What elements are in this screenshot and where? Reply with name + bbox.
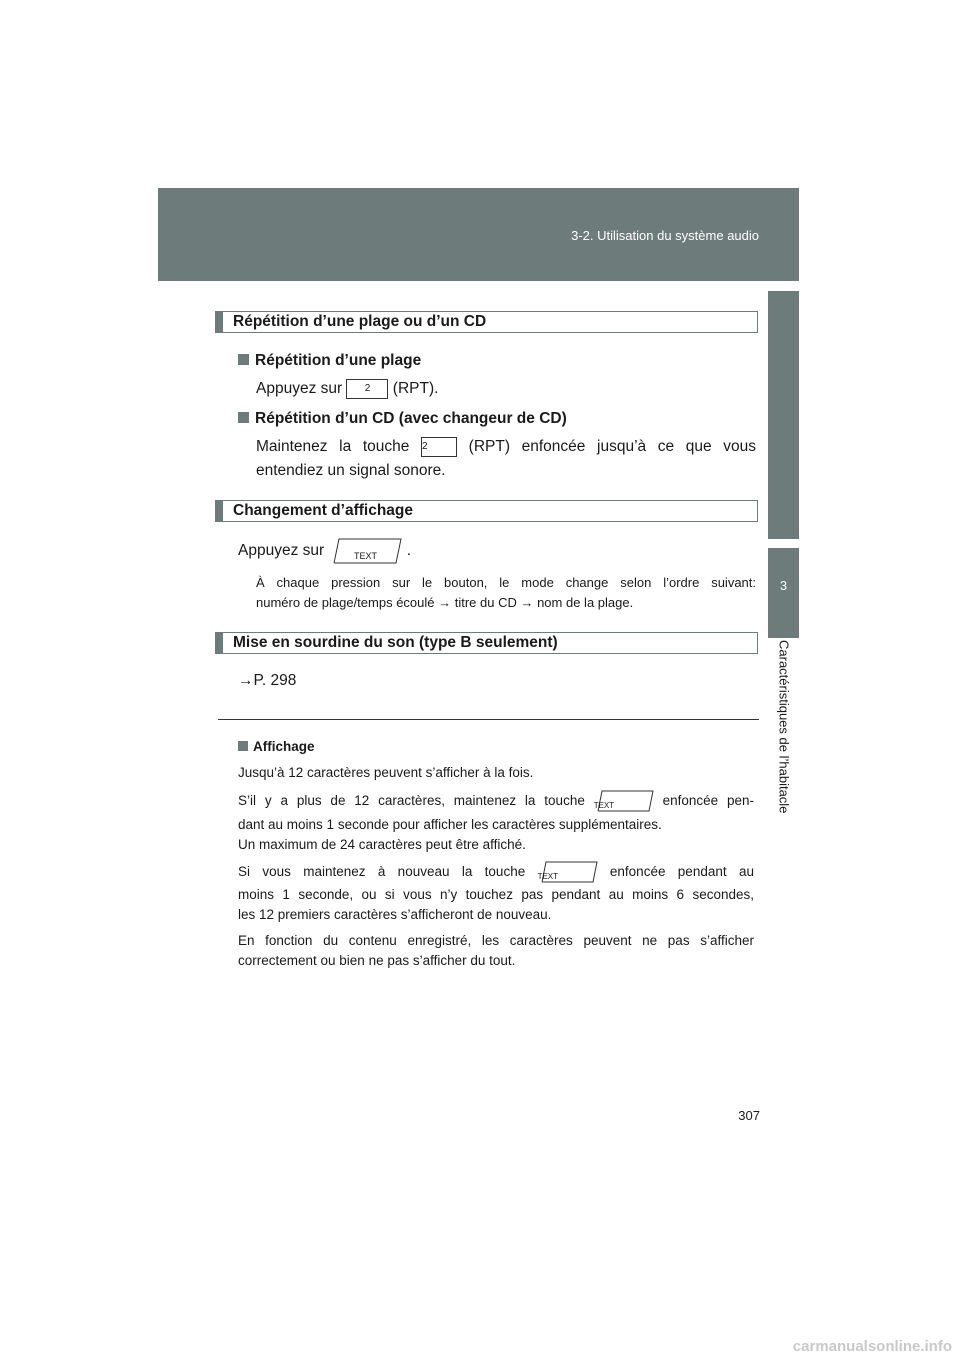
instruction-repeat-cd-line2: entendiez un signal sonore.: [256, 462, 446, 479]
subheading-text: Répétition d’une plage: [255, 352, 422, 369]
divider: [218, 719, 759, 720]
side-strip: [768, 291, 799, 539]
info-text: Si vous maintenez à nouveau la touche: [238, 864, 526, 879]
subheading-repeat-track: [238, 352, 421, 370]
button-2-icon: [421, 437, 457, 457]
info-heading-text: Affichage: [253, 739, 315, 754]
info-p1: Jusqu’à 12 caractères peuvent s’afficher à la fois.: [238, 765, 534, 780]
instruction-text: .: [406, 542, 412, 560]
instruction-display: [238, 538, 738, 564]
square-bullet-icon: [238, 741, 248, 751]
section-heading-text: Répétition d’une plage ou d’un CD: [233, 313, 487, 330]
info-heading: [238, 736, 754, 757]
instruction-text: Appuyez sur: [238, 542, 325, 560]
chapter-tab: [768, 548, 799, 638]
key-label: TEXT: [537, 872, 559, 882]
instruction-text: Appuyez sur: [256, 380, 343, 397]
subheading-repeat-cd: [238, 410, 567, 428]
instruction-text: (RPT) enfoncée jusqu’à ce que vous: [468, 438, 756, 455]
key-label: TEXT: [593, 801, 615, 811]
page-header: [158, 188, 799, 281]
section-heading-text: Changement d’affichage: [233, 502, 413, 519]
key-label: TEXT: [353, 551, 377, 561]
info-p2-line2: dant au moins 1 seconde pour afficher les caractères supplémentaires.: [238, 817, 662, 832]
heading-bar: [216, 312, 223, 332]
text-button-icon: [594, 790, 654, 812]
info-p3-line2: moins 1 seconde, ou si vous n’y touchez pas pendant au moins 6 secondes,: [238, 887, 754, 902]
instruction-repeat-cd: [256, 435, 756, 459]
instruction-text: Maintenez la touche: [256, 438, 410, 455]
info-text: S’il y a plus de 12 caractères, maintenez la touche: [238, 793, 585, 808]
watermark: [0, 1338, 960, 1358]
text-button-icon: [328, 538, 402, 564]
info-text: enfoncée pen-: [662, 793, 754, 808]
info-p4-line1: En fonction du contenu enregistré, les caractères peuvent ne pas s’afficher: [238, 933, 754, 948]
square-bullet-icon: [238, 412, 249, 423]
watermark-text: carmanualsonline.info: [792, 1338, 952, 1355]
page-number: 307: [738, 1108, 760, 1123]
key-label: 2: [422, 440, 428, 452]
heading-bar: [216, 633, 223, 653]
button-2-icon: [346, 379, 388, 399]
subheading-text: Répétition d’un CD (avec changeur de CD): [255, 410, 567, 427]
info-p3-line1: [238, 861, 754, 883]
text-button-icon: [538, 861, 598, 883]
display-note-line2: numéro de plage/temps écoulé → titre du CD → nom de la plage.: [256, 595, 634, 610]
chapter-number: 3: [779, 578, 788, 593]
key-label: 2: [364, 382, 371, 394]
chapter-label: [771, 640, 797, 840]
section-heading-text: Mise en sourdine du son (type B seulement): [233, 634, 558, 651]
heading-bar: [216, 501, 223, 521]
section-heading-repeat: [215, 311, 758, 333]
info-p3-line3: les 12 premiers caractères s’afficheront de nouveau.: [238, 907, 552, 922]
header-title: 3-2. Utilisation du système audio: [571, 228, 759, 243]
info-text: enfoncée pendant au: [609, 864, 754, 879]
instruction-text: (RPT).: [392, 380, 439, 397]
chapter-label-text: Caractéristiques de l’habitacle: [776, 640, 792, 814]
square-bullet-icon: [238, 354, 249, 365]
display-note-line1: À chaque pression sur le bouton, le mode change selon l’ordre suivant:: [256, 575, 756, 590]
info-p2-line1: [238, 790, 754, 812]
section-heading-mute: [215, 632, 758, 654]
instruction-repeat-track: [256, 377, 756, 401]
page-reference: →P. 298: [238, 672, 297, 689]
info-p4-line2: correctement ou bien ne pas s’afficher du tout.: [238, 953, 516, 968]
info-p2-line3: Un maximum de 24 caractères peut être affiché.: [238, 837, 526, 852]
section-heading-display: [215, 500, 758, 522]
